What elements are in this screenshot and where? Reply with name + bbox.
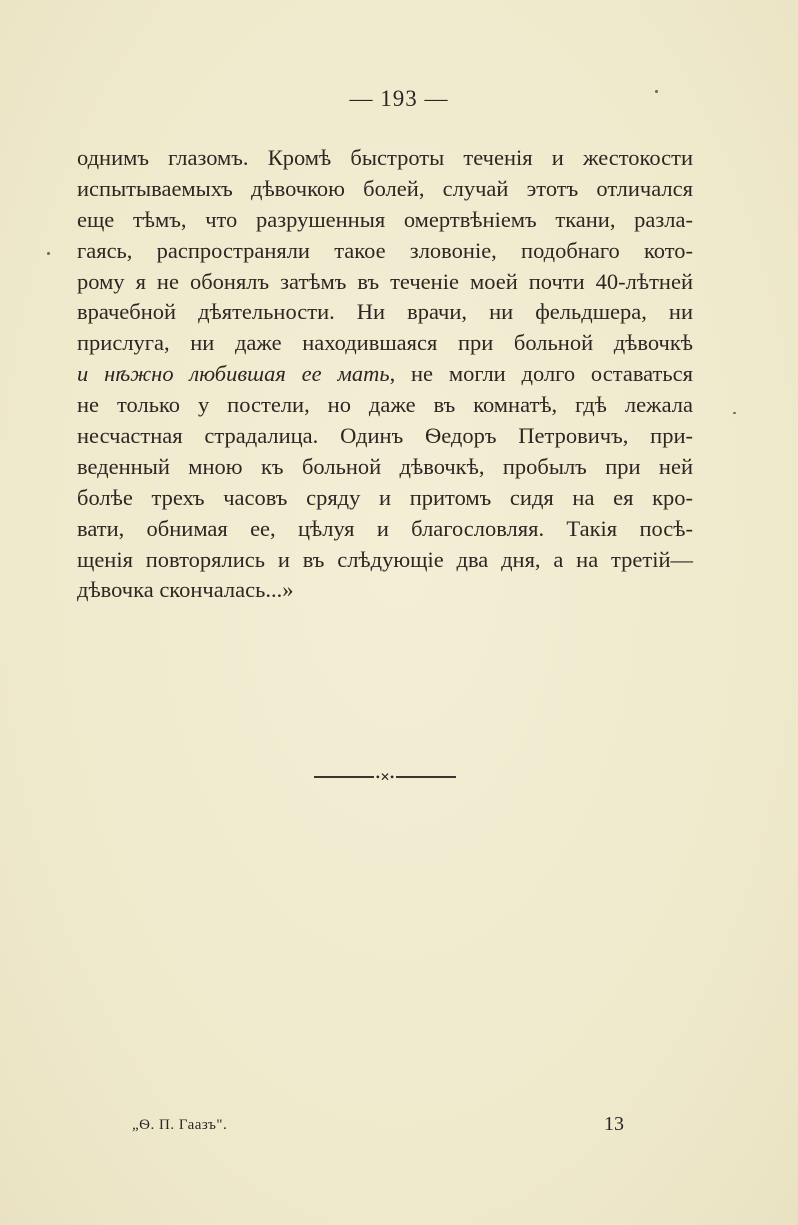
footer-sheet-number: 13	[604, 1113, 624, 1135]
text-line: врачебной дѣятельности. Ни врачи, ни фельдшера, ни	[77, 299, 693, 325]
text-line: щенія повторялись и въ слѣдующіе два дня, а на третій—	[77, 546, 693, 572]
paper-speck	[47, 252, 50, 255]
text-line: испытываемыхъ дѣвочкою болей, случай этотъ отличался	[77, 175, 693, 201]
text-line-italic	[77, 359, 693, 390]
text-line: прислуга, ни даже находившаяся при больной дѣвочкѣ	[77, 330, 693, 356]
text-line: несчастная страдалица. Одинъ Ѳедоръ Петровичъ, при-	[77, 423, 693, 449]
text-line: гаясь, распространяли такое зловоніе, подобнаго кото-	[77, 237, 693, 263]
paper-speck	[655, 90, 658, 93]
body-paragraph	[77, 143, 693, 606]
page-number: — 193 —	[349, 86, 449, 111]
footer-signature: „Ѳ. П. Гаазъ".	[132, 1117, 228, 1133]
paper-speck	[733, 412, 736, 414]
text-line-last: дѣвочка скончалась...»	[77, 577, 294, 603]
section-divider	[314, 770, 456, 784]
italic-phrase: и нѣжно любившая ее мать	[77, 361, 390, 387]
text-line: вати, обнимая ее, цѣлуя и благословляя. Такія посѣ-	[77, 515, 693, 541]
text-line: однимъ глазомъ. Кромѣ быстроты теченія и жестокости	[77, 145, 693, 170]
text-line: веденный мною къ больной дѣвочкѣ, пробылъ при ней	[77, 453, 693, 479]
text-line: рому я не обонялъ затѣмъ въ теченіе моей почти 40-лѣтней	[77, 268, 693, 294]
divider-rule-right	[396, 776, 456, 778]
text-line: болѣе трехъ часовъ сряду и притомъ сидя на ея кро-	[77, 484, 693, 510]
divider-rule-left	[314, 776, 374, 778]
text-line: не только у постели, но даже въ комнатѣ, гдѣ лежала	[77, 392, 693, 418]
text-line-rest: , не могли долго оставаться	[389, 361, 693, 387]
text-line: еще тѣмъ, что разрушенныя омертвѣніемъ ткани, разла-	[77, 206, 693, 232]
divider-ornament: •✕•	[375, 770, 395, 784]
